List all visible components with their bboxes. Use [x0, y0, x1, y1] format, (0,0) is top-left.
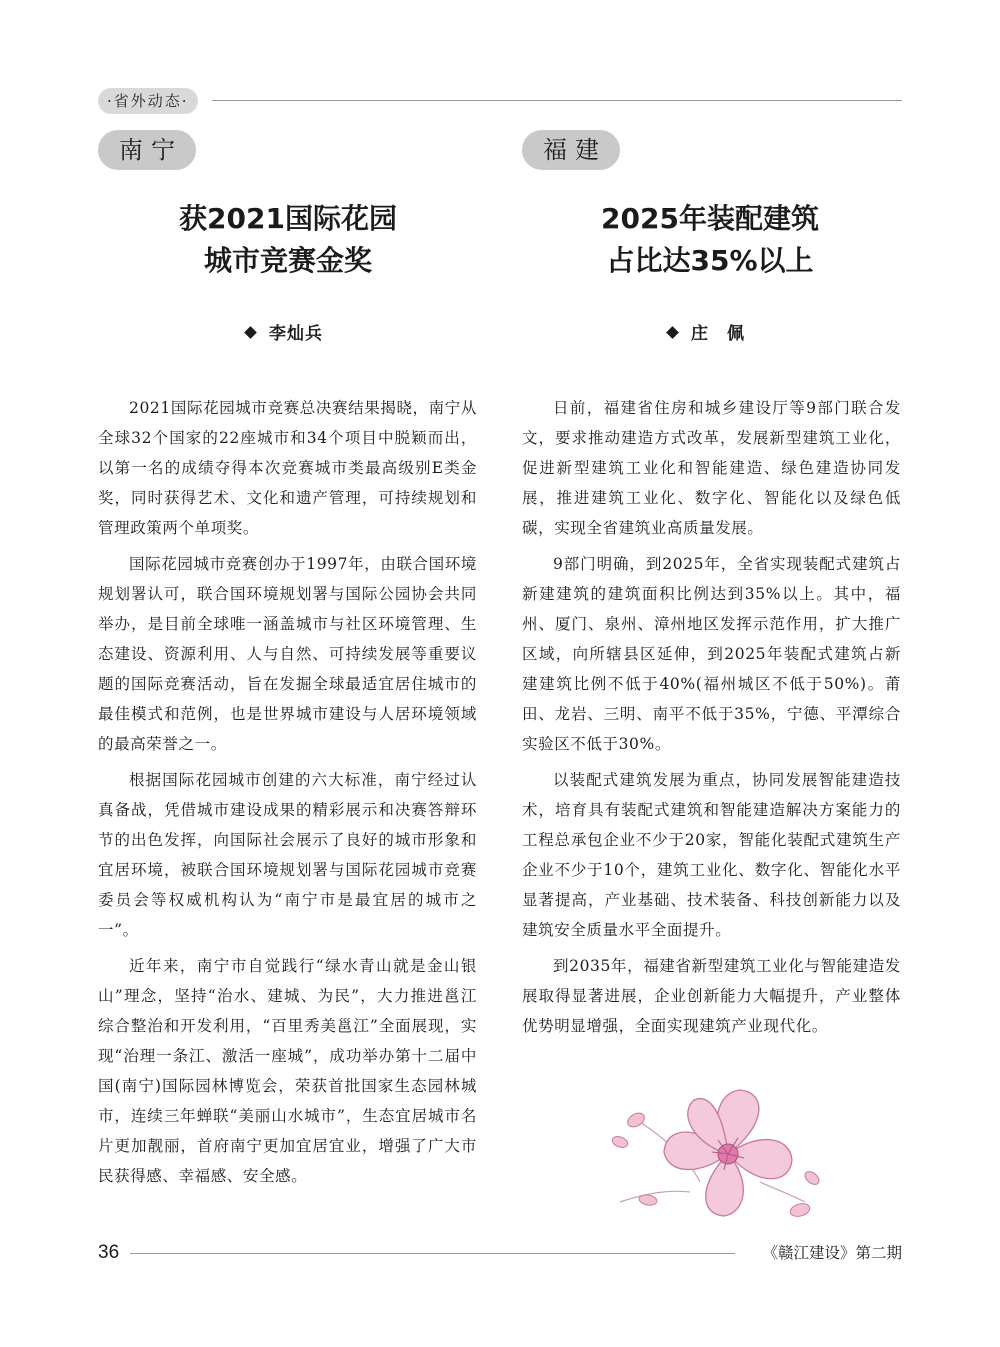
left-paragraph: 国际花园城市竞赛创办于1997年，由联合国环境规划署认可，联合国环境规划署与国际公园协会共同举办，是目前全球唯一涵盖城市与社区环境管理、生态建设、资源利用、人与自然、可持续发展等重要议题的国际竞赛活动，旨在发掘全球最适宜居住城市的最佳模式和范例，也是世界城市建设与人居环境领域的最高荣誉之一。 — [98, 555, 477, 753]
right-article-body — [522, 393, 901, 1047]
left-paragraph: 根据国际花园城市创建的六大标准，南宁经过认真备战，凭借城市建设成果的精彩展示和决赛答辩环节的出色发挥，向国际社会展示了良好的城市形象和宜居环境，被联合国环境规划署与国际花园城市竞赛委员会等权威机构认为“南宁市是最宜居的城市之一”。 — [98, 771, 477, 939]
right-title-line1: 2025年装配建筑 — [601, 202, 819, 235]
right-paragraph: 日前，福建省住房和城乡建设厅等9部门联合发文，要求推动建造方式改革，发展新型建筑工业化，促进新型建筑工业化和智能建造、绿色建造协同发展，推进建筑工业化、数字化、智能化以及绿色低碳，实现全省建筑业高质量发展。 — [522, 399, 901, 537]
right-author — [668, 322, 745, 346]
right-title-line2: 占比达35%以上 — [606, 244, 814, 277]
right-paragraph: 9部门明确，到2025年，全省实现装配式建筑占新建建筑的建筑面积比例达到35%以上。其中，福州、厦门、泉州、漳州地区发挥示范作用，扩大推广区域，向所辖县区延伸，到2025年装配式建筑占新建建筑比例不低于40%(福州城区不低于50%)。莆田、龙岩、三明、南平不低于35%，宁德、平潭综合实验区不低于30%。 — [522, 555, 901, 753]
diamond-bullet-icon — [244, 326, 257, 339]
flower-illustration — [600, 1082, 832, 1232]
left-title-line1: 获2021国际花园 — [179, 202, 397, 235]
left-author — [246, 322, 323, 346]
top-divider — [212, 100, 902, 101]
right-paragraph: 到2035年，福建省新型建筑工业化与智能建造发展取得显著进展，企业创新能力大幅提升，产业整体优势明显增强，全面实现建筑产业现代化。 — [522, 957, 901, 1035]
right-city-pill: 福建 — [522, 130, 620, 170]
right-article-title — [520, 198, 900, 282]
journal-name: 《赣江建设》第二期 — [762, 1244, 902, 1262]
right-paragraph: 以装配式建筑发展为重点，协同发展智能建造技术，培育具有装配式建筑和智能建造解决方案能力的工程总承包企业不少于20家，智能化装配式建筑生产企业不少于10个，建筑工业化、数字化、智能化水平显著提高，产业基础、技术装备、科技创新能力以及建筑安全质量水平全面提升。 — [522, 771, 901, 939]
left-article-body — [98, 393, 477, 1197]
page-number: 36 — [98, 1242, 120, 1263]
left-paragraph: 近年来，南宁市自觉践行“绿水青山就是金山银山”理念，坚持“治水、建城、为民”，大力推进邕江综合整治和开发利用，“百里秀美邕江”全面展现，实现“治理一条江、激活一座城”，成功举办第十二届中国(南宁)国际园林博览会，荣获首批国家生态园林城市，连续三年蝉联“美丽山水城市”，生态宜居城市名片更加靓丽，首府南宁更加宜居宜业，增强了广大市民获得感、幸福感、安全感。 — [98, 957, 477, 1185]
right-author-name: 庄 佩 — [691, 324, 745, 344]
diamond-bullet-icon — [666, 326, 679, 339]
left-author-name: 李灿兵 — [269, 324, 323, 344]
left-city-pill: 南宁 — [98, 130, 196, 170]
section-tag: ·省外动态· — [98, 88, 198, 114]
left-paragraph: 2021国际花园城市竞赛总决赛结果揭晓，南宁从全球32个国家的22座城市和34个项目中脱颖而出，以第一名的成绩夺得本次竞赛城市类最高级别E类金奖，同时获得艺术、文化和遗产管理，可持续规划和管理政策两个单项奖。 — [98, 399, 477, 537]
left-article-title — [98, 198, 478, 282]
left-title-line2: 城市竞赛金奖 — [203, 244, 372, 277]
bottom-divider — [130, 1253, 735, 1254]
